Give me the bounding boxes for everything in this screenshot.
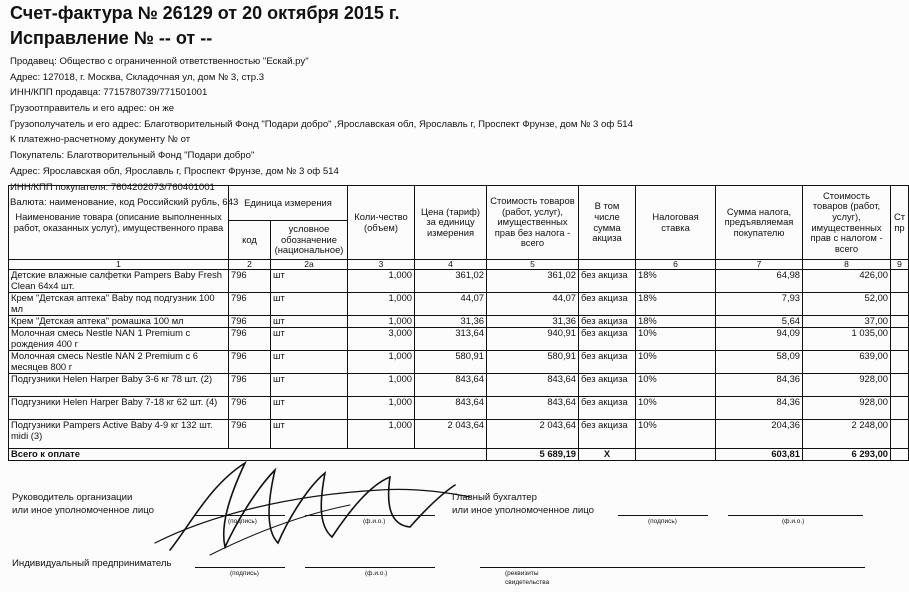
head-label-line2: или иное уполномоченное лицо bbox=[12, 505, 154, 516]
cell-unit: шт bbox=[271, 316, 348, 328]
seller-inn-line: ИНН/КПП продавца: 7715780739/771501001 bbox=[10, 87, 208, 99]
cell-excise: без акциза bbox=[579, 374, 636, 397]
cell-code: 796 bbox=[229, 293, 271, 316]
head-name-caption: (ф.и.о.) bbox=[363, 518, 386, 525]
col-index: 9 bbox=[891, 260, 909, 270]
cell-excise: без акциза bbox=[579, 351, 636, 374]
cell-code: 796 bbox=[229, 397, 271, 420]
cell-tax: 64,98 bbox=[716, 270, 803, 293]
cell-unit: шт bbox=[271, 420, 348, 449]
cell-code: 796 bbox=[229, 270, 271, 293]
cell-extra bbox=[891, 351, 909, 374]
entrepreneur-label: Индивидуальный предприниматель bbox=[12, 558, 172, 569]
certificate-line bbox=[480, 567, 865, 568]
cell-extra bbox=[891, 420, 909, 449]
cell-total: 639,00 bbox=[803, 351, 891, 374]
cell-code: 796 bbox=[229, 374, 271, 397]
cell-name: Крем "Детская аптека" Baby под подгузник 100 мл bbox=[9, 293, 229, 316]
col-header-qty: Коли-чество (объем) bbox=[348, 186, 415, 260]
cell-cost: 2 043,64 bbox=[487, 420, 579, 449]
head-sign-caption: (подпись) bbox=[228, 518, 257, 525]
cell-tax: 5,64 bbox=[716, 316, 803, 328]
col-header-unit: Единица измерения bbox=[229, 186, 348, 221]
col-header-tax-rate: Налоговая ставка bbox=[636, 186, 716, 260]
col-index: 5 bbox=[487, 260, 579, 270]
cell-unit: шт bbox=[271, 293, 348, 316]
cell-excise: без акциза bbox=[579, 316, 636, 328]
cell-rate: 10% bbox=[636, 420, 716, 449]
cell-price: 580,91 bbox=[415, 351, 487, 374]
col-index: 4 bbox=[415, 260, 487, 270]
cell-price: 361,02 bbox=[415, 270, 487, 293]
cell-tax: 204,36 bbox=[716, 420, 803, 449]
cell-name: Молочная смесь Nestle NAN 2 Premium с 6 месяцев 800 г bbox=[9, 351, 229, 374]
cell-tax: 84,36 bbox=[716, 374, 803, 397]
col-header-price: Цена (тариф) за единицу измерения bbox=[415, 186, 487, 260]
col-index bbox=[579, 260, 636, 270]
col-index: 6 bbox=[636, 260, 716, 270]
cell-code: 796 bbox=[229, 351, 271, 374]
cell-tax: 94,09 bbox=[716, 328, 803, 351]
cell-extra bbox=[891, 374, 909, 397]
cell-rate: 18% bbox=[636, 270, 716, 293]
total-cost: 5 689,19 bbox=[487, 449, 579, 461]
cell-cost: 44,07 bbox=[487, 293, 579, 316]
cell-excise: без акциза bbox=[579, 293, 636, 316]
cell-rate: 18% bbox=[636, 316, 716, 328]
payment-doc-line: К платежно-расчетному документу № от bbox=[10, 134, 191, 146]
total-excise: X bbox=[579, 449, 636, 461]
handwritten-signature bbox=[150, 455, 480, 565]
cell-name: Молочная смесь Nestle NAN 1 Premium с рождения 400 г bbox=[9, 328, 229, 351]
col-index: 7 bbox=[716, 260, 803, 270]
cell-price: 313,64 bbox=[415, 328, 487, 351]
cell-unit: шт bbox=[271, 351, 348, 374]
cell-total: 928,00 bbox=[803, 374, 891, 397]
cell-cost: 940,91 bbox=[487, 328, 579, 351]
invoice-table bbox=[8, 185, 909, 461]
cell-rate: 10% bbox=[636, 374, 716, 397]
cell-cost: 843,64 bbox=[487, 397, 579, 420]
col-header-cost-with-tax: Стоимость товаров (работ, услуг), имущественных прав с налогом - всего bbox=[803, 186, 891, 260]
table-row bbox=[9, 420, 909, 449]
cell-price: 44,07 bbox=[415, 293, 487, 316]
col-header-unit-code: код bbox=[229, 221, 271, 260]
consignee-line: Грузополучатель и его адрес: Благотворительный Фонд "Подари добро" ,Ярославская обл, Ярославль г, Проспект Фрунзе, дом № 3 оф 514 bbox=[10, 118, 633, 130]
cell-code: 796 bbox=[229, 420, 271, 449]
certificate-caption-line2: свидетельства bbox=[505, 579, 550, 586]
cell-qty: 3,000 bbox=[348, 328, 415, 351]
buyer-line: Покупатель: Благотворительный Фонд "Подари добро" bbox=[10, 150, 255, 162]
seller-address-line: Адрес: 127018, г. Москва, Складочная ул, дом № 3, стр.3 bbox=[10, 71, 265, 83]
cell-tax: 7,93 bbox=[716, 293, 803, 316]
cell-cost: 843,64 bbox=[487, 374, 579, 397]
cell-code: 796 bbox=[229, 328, 271, 351]
cell-name: Крем "Детская аптека" ромашка 100 мл bbox=[9, 316, 229, 328]
entrepreneur-name-line bbox=[305, 567, 435, 568]
cell-qty: 1,000 bbox=[348, 374, 415, 397]
table-row bbox=[9, 316, 909, 328]
cell-unit: шт bbox=[271, 397, 348, 420]
col-header-cost-no-tax: Стоимость товаров (работ, услуг), имущественных прав без налога - всего bbox=[487, 186, 579, 260]
table-row bbox=[9, 293, 909, 316]
cell-rate: 10% bbox=[636, 328, 716, 351]
col-header-tax-sum: Сумма налога, предъявляемая покупателю bbox=[716, 186, 803, 260]
total-extra bbox=[891, 449, 909, 461]
col-index: 1 bbox=[9, 260, 229, 270]
table-row bbox=[9, 270, 909, 293]
certificate-caption-line1: (реквизиты bbox=[505, 570, 539, 577]
accountant-sign-caption: (подпись) bbox=[648, 518, 677, 525]
correction-title: Исправление № -- от -- bbox=[10, 28, 213, 48]
invoice-title: Счет-фактура № 26129 от 20 октября 2015 г. bbox=[10, 3, 400, 23]
cell-name: Подгузники Helen Harper Baby 3-6 кг 78 шт. (2) bbox=[9, 374, 229, 397]
accountant-sign-line bbox=[618, 515, 708, 516]
cell-total: 928,00 bbox=[803, 397, 891, 420]
head-label-line1: Руководитель организации bbox=[12, 492, 133, 503]
cell-total: 37,00 bbox=[803, 316, 891, 328]
col-index: 3 bbox=[348, 260, 415, 270]
shipper-line: Грузоотправитель и его адрес: он же bbox=[10, 103, 175, 115]
cell-excise: без акциза bbox=[579, 420, 636, 449]
accountant-name-caption: (ф.и.о.) bbox=[782, 518, 805, 525]
table-row bbox=[9, 351, 909, 374]
cell-extra bbox=[891, 328, 909, 351]
total-empty bbox=[636, 449, 716, 461]
cell-name: Детские влажные салфетки Pampers Baby Fresh Clean 64x4 шт. bbox=[9, 270, 229, 293]
cell-unit: шт bbox=[271, 270, 348, 293]
cell-rate: 10% bbox=[636, 351, 716, 374]
table-row bbox=[9, 397, 909, 420]
col-index: 8 bbox=[803, 260, 891, 270]
cell-code: 796 bbox=[229, 316, 271, 328]
cell-qty: 1,000 bbox=[348, 316, 415, 328]
cell-qty: 1,000 bbox=[348, 293, 415, 316]
table-row bbox=[9, 328, 909, 351]
cell-name: Подгузники Pampers Active Baby 4-9 кг 132 шт. midi (3) bbox=[9, 420, 229, 449]
total-tax: 603,81 bbox=[716, 449, 803, 461]
cell-unit: шт bbox=[271, 328, 348, 351]
col-header-excise: В том числе сумма акциза bbox=[579, 186, 636, 260]
entrepreneur-sign-line bbox=[195, 567, 285, 568]
cell-extra bbox=[891, 397, 909, 420]
cell-extra bbox=[891, 270, 909, 293]
cell-price: 31,36 bbox=[415, 316, 487, 328]
accountant-label-line1: Главный бухгалтер bbox=[452, 492, 537, 503]
col-header-name: Наименование товара (описание выполненных работ, оказанных услуг), имущественного права bbox=[9, 186, 229, 260]
cell-excise: без акциза bbox=[579, 270, 636, 293]
column-index-row bbox=[9, 260, 909, 270]
cell-total: 2 248,00 bbox=[803, 420, 891, 449]
col-header-extra: Ст пр bbox=[891, 186, 909, 260]
cell-total: 52,00 bbox=[803, 293, 891, 316]
col-index: 2 bbox=[229, 260, 271, 270]
cell-price: 843,64 bbox=[415, 397, 487, 420]
accountant-name-line bbox=[728, 515, 863, 516]
cell-rate: 18% bbox=[636, 293, 716, 316]
cell-cost: 580,91 bbox=[487, 351, 579, 374]
certificate-caption bbox=[505, 569, 549, 587]
cell-name: Подгузники Helen Harper Baby 7-18 кг 62 шт. (4) bbox=[9, 397, 229, 420]
cell-unit: шт bbox=[271, 374, 348, 397]
head-signature-label bbox=[12, 491, 154, 517]
currency-line: Валюта: наименование, код Российский рубль, 643 bbox=[10, 197, 239, 209]
col-index: 2а bbox=[271, 260, 348, 270]
entrepreneur-sign-caption: (подпись) bbox=[230, 570, 259, 577]
cell-tax: 58,09 bbox=[716, 351, 803, 374]
cell-total: 426,00 bbox=[803, 270, 891, 293]
cell-qty: 1,000 bbox=[348, 351, 415, 374]
cell-qty: 1,000 bbox=[348, 420, 415, 449]
cell-extra bbox=[891, 316, 909, 328]
buyer-inn-line: ИНН/КПП покупателя: 7604202073/760401001 bbox=[10, 181, 215, 193]
entrepreneur-name-caption: (ф.и.о.) bbox=[365, 570, 388, 577]
col-header-unit-name: условное обозначение (национальное) bbox=[271, 221, 348, 260]
cell-total: 1 035,00 bbox=[803, 328, 891, 351]
cell-excise: без акциза bbox=[579, 397, 636, 420]
total-label: Всего к оплате bbox=[9, 449, 487, 461]
cell-cost: 361,02 bbox=[487, 270, 579, 293]
cell-price: 843,64 bbox=[415, 374, 487, 397]
buyer-address-line: Адрес: Ярославская обл, Ярославль г, Проспект Фрунзе, дом № 3 оф 514 bbox=[10, 165, 339, 177]
cell-qty: 1,000 bbox=[348, 397, 415, 420]
cell-excise: без акциза bbox=[579, 328, 636, 351]
cell-price: 2 043,64 bbox=[415, 420, 487, 449]
cell-cost: 31,36 bbox=[487, 316, 579, 328]
table-row bbox=[9, 374, 909, 397]
seller-line: Продавец: Общество с ограниченной ответственностью "Ескай.ру" bbox=[10, 56, 309, 67]
cell-rate: 10% bbox=[636, 397, 716, 420]
cell-tax: 84,36 bbox=[716, 397, 803, 420]
total-sum: 6 293,00 bbox=[803, 449, 891, 461]
cell-extra bbox=[891, 293, 909, 316]
cell-qty: 1,000 bbox=[348, 270, 415, 293]
accountant-label-line2: или иное уполномоченное лицо bbox=[452, 505, 594, 516]
